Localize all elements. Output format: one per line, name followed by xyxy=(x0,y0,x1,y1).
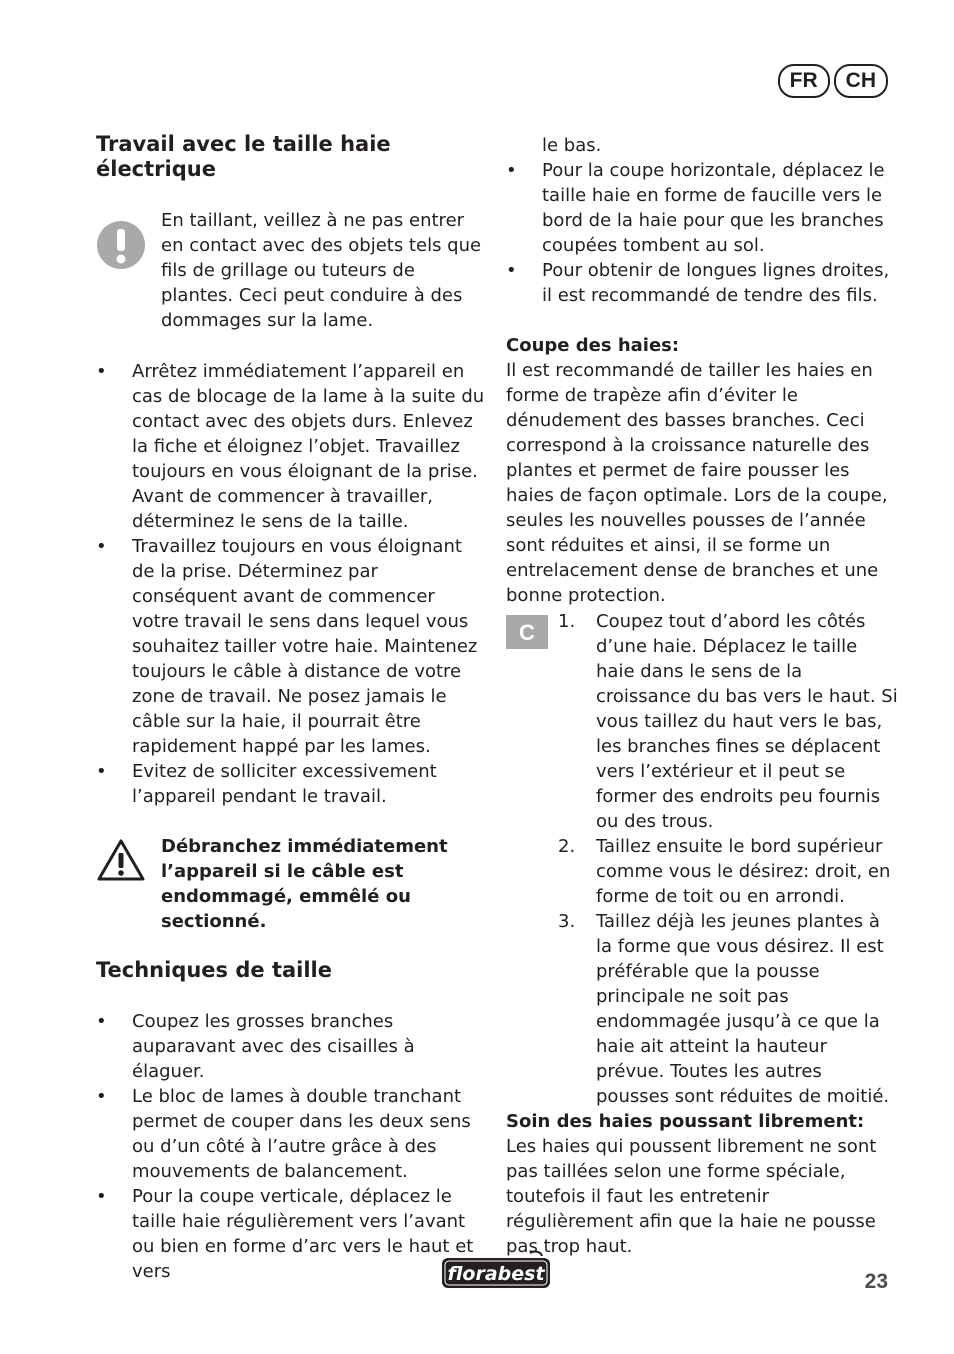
coupe-paragraph: Il est recommandé de tailler les haies en forme de trapèze afin d’éviter le dénudement des basses branches. Ceci correspond à la croissance naturelle des plantes et permet de faire pousser les haies de façon optimale. Lors de la coupe, seules les nouvelles pousses de l’année sont réduites et ainsi, il se forme un entrelacement dense de branches et une bonne protection. xyxy=(506,360,888,606)
warning-triangle-icon xyxy=(96,838,146,889)
step-number: 2. xyxy=(558,836,576,857)
figure-c-label: C xyxy=(506,615,548,649)
subheading-soin: Soin des haies poussant librement: xyxy=(506,1111,865,1132)
step-text: Coupez tout d’abord les côtés d’une haie. Déplacez le taille haie dans le sens de la croissance du bas vers le haut. Si vous taillez du haut vers le bas, les branches fines se déplacent vers l’extérieur et il peut se former des endroits peu fournis ou des trous. xyxy=(596,611,898,832)
bullet-list-2 xyxy=(96,1009,486,1284)
bullet-list-3 xyxy=(506,158,896,308)
exclamation-icon xyxy=(96,220,146,277)
continuation-text: le bas. xyxy=(542,135,602,156)
soin-paragraph: Les haies qui poussent librement ne sont pas taillées selon une forme spéciale, toutefois il faut les entretenir régulièrement afin que la haie ne pousse pas trop haut. xyxy=(506,1136,877,1257)
svg-text:florabest: florabest xyxy=(447,1263,545,1285)
list-item: • Arrêtez immédiatement l’appareil en cas de blocage de la lame à la suite du contact avec des objets durs. Enlevez la fiche et éloignez l’objet. Travaillez toujours en vous éloignant de la prise. Avant de commencer à travailler, déterminez le sens de la taille. xyxy=(96,359,486,534)
list-item: • Pour la coupe horizontale, déplacez le taille haie en forme de faucille vers le bord de la haie pour que les branches coupées tombent au sol. xyxy=(506,158,896,258)
list-item: • Travaillez toujours en vous éloignant de la prise. Déterminez par conséquent avant de commencer votre travail le sens dans lequel vous souhaitez tailler votre haie. Maintenez toujours le câble à distance de votre zone de travail. Ne posez jamais le câble sur la haie, il pourrait être rapidement happé par les lames. xyxy=(96,534,486,759)
list-item: • Evitez de solliciter excessivement l’appareil pendant le travail. xyxy=(96,759,486,809)
step-text: Taillez déjà les jeunes plantes à la forme que vous désirez. Il est préférable que la pousse principale ne soit pas endommagée jusqu’à ce que la haie ait atteint la hauteur prévue. Toutes les autres pousses sont réduites de moitié. xyxy=(596,911,890,1107)
step-text: Taillez ensuite le bord supérieur comme vous le désirez: droit, en forme de toit ou en arrondi. xyxy=(596,836,891,907)
badge-fr: FR xyxy=(778,64,830,98)
step-number: 3. xyxy=(558,911,576,932)
subheading-coupe: Coupe des haies: xyxy=(506,335,680,356)
florabest-logo xyxy=(440,1250,552,1296)
badge-ch: CH xyxy=(834,64,888,98)
list-item xyxy=(558,609,898,834)
bullet-list-1 xyxy=(96,359,486,809)
list-item: • Pour la coupe verticale, déplacez le taille haie régulièrement vers l’avant ou bien en forme d’arc vers le haut et vers xyxy=(96,1184,486,1284)
section-heading-techniques: Techniques de taille xyxy=(96,958,332,982)
step-number: 1. xyxy=(558,611,576,632)
notice-text: En taillant, veillez à ne pas entrer en contact avec des objets tels que fils de grillage ou tuteurs de plantes. Ceci peut conduire à des dommages sur la lame. xyxy=(161,210,482,331)
steps-list xyxy=(558,609,898,1109)
section-heading-travail: Travail avec le taille haie électrique xyxy=(96,132,391,181)
list-item xyxy=(558,909,898,1109)
warning-text: Débranchez immédiatement l’appareil si le câble est endommagé, emmêlé ou sectionné. xyxy=(161,836,448,932)
list-item: • Coupez les grosses branches auparavant avec des cisailles à élaguer. xyxy=(96,1009,486,1084)
page-number: 23 xyxy=(864,1270,888,1293)
language-badges xyxy=(778,64,888,98)
list-item: • Pour obtenir de longues lignes droites, il est recommandé de tendre des fils. xyxy=(506,258,896,308)
list-item: • Le bloc de lames à double tranchant permet de couper dans les deux sens ou d’un côté à l’autre grâce à des mouvements de balancement. xyxy=(96,1084,486,1184)
list-item xyxy=(558,834,898,909)
